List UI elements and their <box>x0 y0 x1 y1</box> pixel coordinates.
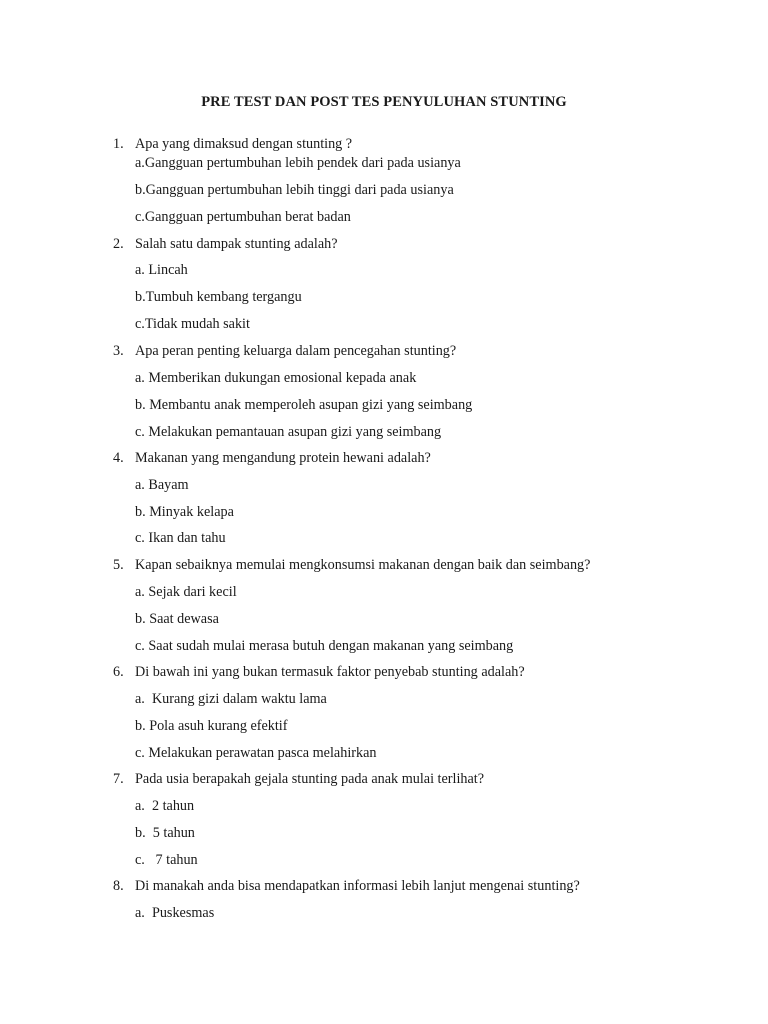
question-number: 2. <box>113 236 124 252</box>
question-number: 1. <box>113 136 124 152</box>
answer-option: a.Gangguan pertumbuhan lebih pendek dari pada usianya <box>135 155 461 171</box>
answer-option: b. Pola asuh kurang efektif <box>135 718 288 734</box>
answer-option: a. Kurang gizi dalam waktu lama <box>135 691 327 707</box>
answer-option: a. Bayam <box>135 477 189 493</box>
answer-option: c. 7 tahun <box>135 852 198 868</box>
answer-option: a. Puskesmas <box>135 905 215 921</box>
question-number: 7. <box>113 771 124 787</box>
answer-option: b. Membantu anak memperoleh asupan gizi yang seimbang <box>135 397 473 413</box>
question-text: Di manakah anda bisa mendapatkan informasi lebih lanjut mengenai stunting? <box>135 878 580 894</box>
question-text: Makanan yang mengandung protein hewani adalah? <box>135 450 431 466</box>
answer-option: c. Melakukan perawatan pasca melahirkan <box>135 745 377 761</box>
question-number: 5. <box>113 557 124 573</box>
answer-option: b.Gangguan pertumbuhan lebih tinggi dari pada usianya <box>135 182 454 198</box>
answer-option: c. Ikan dan tahu <box>135 530 226 546</box>
question-number: 4. <box>113 450 124 466</box>
answer-option: b.Tumbuh kembang tergangu <box>135 289 302 305</box>
page-title: PRE TEST DAN POST TES PENYULUHAN STUNTING <box>201 94 567 110</box>
question-number: 8. <box>113 878 124 894</box>
question-text: Di bawah ini yang bukan termasuk faktor penyebab stunting adalah? <box>135 664 525 680</box>
question-text: Apa peran penting keluarga dalam pencegahan stunting? <box>135 343 457 359</box>
answer-option: a. Sejak dari kecil <box>135 584 237 600</box>
answer-option: a. Memberikan dukungan emosional kepada anak <box>135 370 417 386</box>
answer-option: c. Melakukan pemantauan asupan gizi yang seimbang <box>135 424 442 440</box>
answer-option: c. Saat sudah mulai merasa butuh dengan makanan yang seimbang <box>135 638 514 654</box>
question-number: 3. <box>113 343 124 359</box>
question-text: Pada usia berapakah gejala stunting pada anak mulai terlihat? <box>135 771 485 787</box>
answer-option: a. Lincah <box>135 262 188 278</box>
answer-option: c.Tidak mudah sakit <box>135 316 250 332</box>
answer-option: b. Saat dewasa <box>135 611 219 627</box>
question-text: Salah satu dampak stunting adalah? <box>135 236 338 252</box>
answer-option: a. 2 tahun <box>135 798 195 814</box>
question-number: 6. <box>113 664 124 680</box>
answer-option: b. Minyak kelapa <box>135 504 234 520</box>
answer-option: b. 5 tahun <box>135 825 195 841</box>
answer-option: c.Gangguan pertumbuhan berat badan <box>135 209 351 225</box>
question-text: Apa yang dimaksud dengan stunting ? <box>135 136 353 152</box>
question-text: Kapan sebaiknya memulai mengkonsumsi makanan dengan baik dan seimbang? <box>135 557 591 573</box>
